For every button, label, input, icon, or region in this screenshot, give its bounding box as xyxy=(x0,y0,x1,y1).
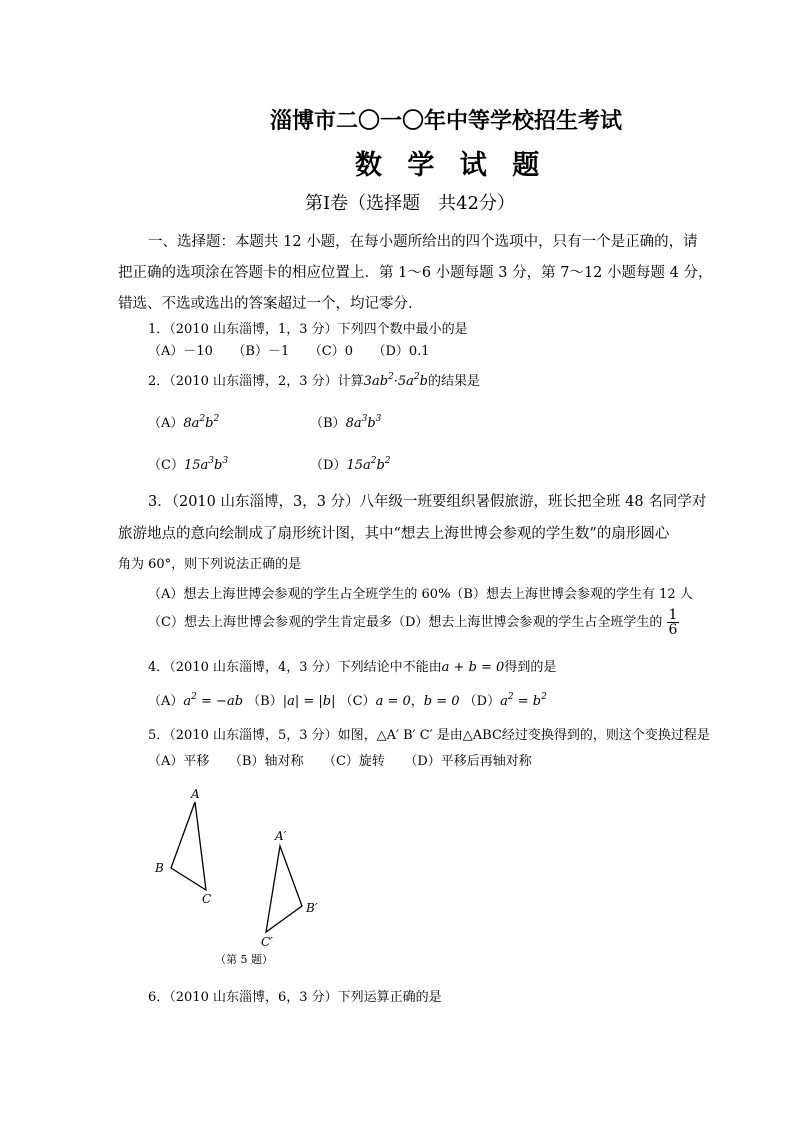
instructions-line-2: 把正确的选项涂在答题卡的相应位置上．第 1～6 小题每题 3 分，第 7～12 小题每题 4 分， xyxy=(118,265,713,281)
q3-fraction xyxy=(667,608,680,637)
q4-b-label: （B） xyxy=(247,694,283,709)
q4-a-label: （A） xyxy=(148,694,184,709)
q1-options: （A）－10 （B）－1 （C）0 （D）0.1 xyxy=(148,344,430,359)
q5-figure xyxy=(140,782,340,972)
instructions-line-1: 一、选择题：本题共 12 小题，在每小题所给出的四个选项中，只有一个是正确的，请 xyxy=(148,234,698,250)
q2-a-label: （A） xyxy=(148,416,184,431)
q5-stem: 5．（2010 山东淄博，5，3 分）如图，△A′ B′ C′ 是由△ABC经过变换得到的，则这个变换过程是 xyxy=(148,728,710,743)
q6-stem: 6．（2010 山东淄博，6，3 分）下列运算正确的是 xyxy=(148,990,442,1005)
q2-d-label: （D） xyxy=(310,458,347,473)
q3-fraction-numerator: 1 xyxy=(668,607,678,623)
q4-stem-math: a + b = 0 xyxy=(441,660,505,675)
q2-stem: 2．（2010 山东淄博，2，3 分）计算$3ab^2\cdot 5a^2b$的结果是 xyxy=(148,372,480,389)
label-a: A xyxy=(191,787,200,801)
q3-options-cd xyxy=(148,608,679,638)
q2-b-label: （B） xyxy=(310,416,346,431)
q4-c-label: （C） xyxy=(339,694,376,709)
label-b-prime: B′ xyxy=(306,901,318,915)
q2-stem-prefix: 2．（2010 山东淄博，2，3 分）计算 xyxy=(148,374,364,389)
q4-stem xyxy=(148,656,556,675)
q2-option-b: $(B)8a^3b^3$ xyxy=(310,414,382,431)
q1-stem: 1．（2010 山东淄博，1，3 分）下列四个数中最小的是 xyxy=(148,322,468,337)
triangle-abc xyxy=(171,802,206,890)
q4-stem-prefix: 4．（2010 山东淄博，4，3 分）下列结论中不能由 xyxy=(148,660,442,675)
label-c: C xyxy=(202,892,212,906)
q2-option-c: $(C)15a^3b^3$ xyxy=(148,456,229,473)
q5-options: （A）平移 （B）轴对称 （C）旋转 （D）平移后再轴对称 xyxy=(148,754,532,769)
q5-figure-caption: （第 5 题） xyxy=(215,953,273,966)
label-b: B xyxy=(155,861,164,875)
q3-fraction-denominator: 6 xyxy=(668,622,678,638)
q4-stem-suffix: 得到的是 xyxy=(504,660,557,675)
label-c-prime: C′ xyxy=(261,935,273,949)
subject-title: 数 学 试 题 xyxy=(355,150,548,181)
q3-options-ab: （A）想去上海世博会参观的学生占全班学生的 60%（B）想去上海世博会参观的学生有 12 人 xyxy=(148,587,693,602)
q3-line-2: 旅游地点的意向绘制成了扇形统计图，其中“想去上海世博会参观的学生数”的扇形圆心 xyxy=(118,526,670,542)
q2-option-a: $(A)8a^2b^2$ xyxy=(148,414,220,431)
q3-line-3: 角为 60°，则下列说法正确的是 xyxy=(118,557,302,572)
q4-options: $(A)a^2 = -ab$ （B）|a| = |b| （C）a = 0，b = 0 $(D)a^2 = b^2$ xyxy=(148,692,547,709)
instructions-line-3: 错选、不选或选出的答案超过一个，均记零分． xyxy=(118,296,423,312)
q4-d-label: （D） xyxy=(463,694,501,709)
q3-options-cd-text: （C）想去上海世博会参观的学生肯定最多（D）想去上海世博会参观的学生占全班学生的 xyxy=(148,615,663,630)
q3-line-1: 3．（2010 山东淄博，3，3 分）八年级一班要组织暑假旅游，班长把全班 48 名同学对 xyxy=(148,494,707,510)
q2-stem-suffix: 的结果是 xyxy=(427,374,480,389)
q2-option-d: $(D)15a^2b^2$ xyxy=(310,456,391,473)
q2-c-label: （C） xyxy=(148,458,184,473)
label-a-prime: A′ xyxy=(275,829,287,843)
exam-title: 淄博市二〇一〇年中等学校招生考试 xyxy=(270,108,623,134)
triangle-a2b2c2 xyxy=(266,846,302,932)
section-title: 第Ⅰ卷（选择题 共42分） xyxy=(305,193,516,214)
